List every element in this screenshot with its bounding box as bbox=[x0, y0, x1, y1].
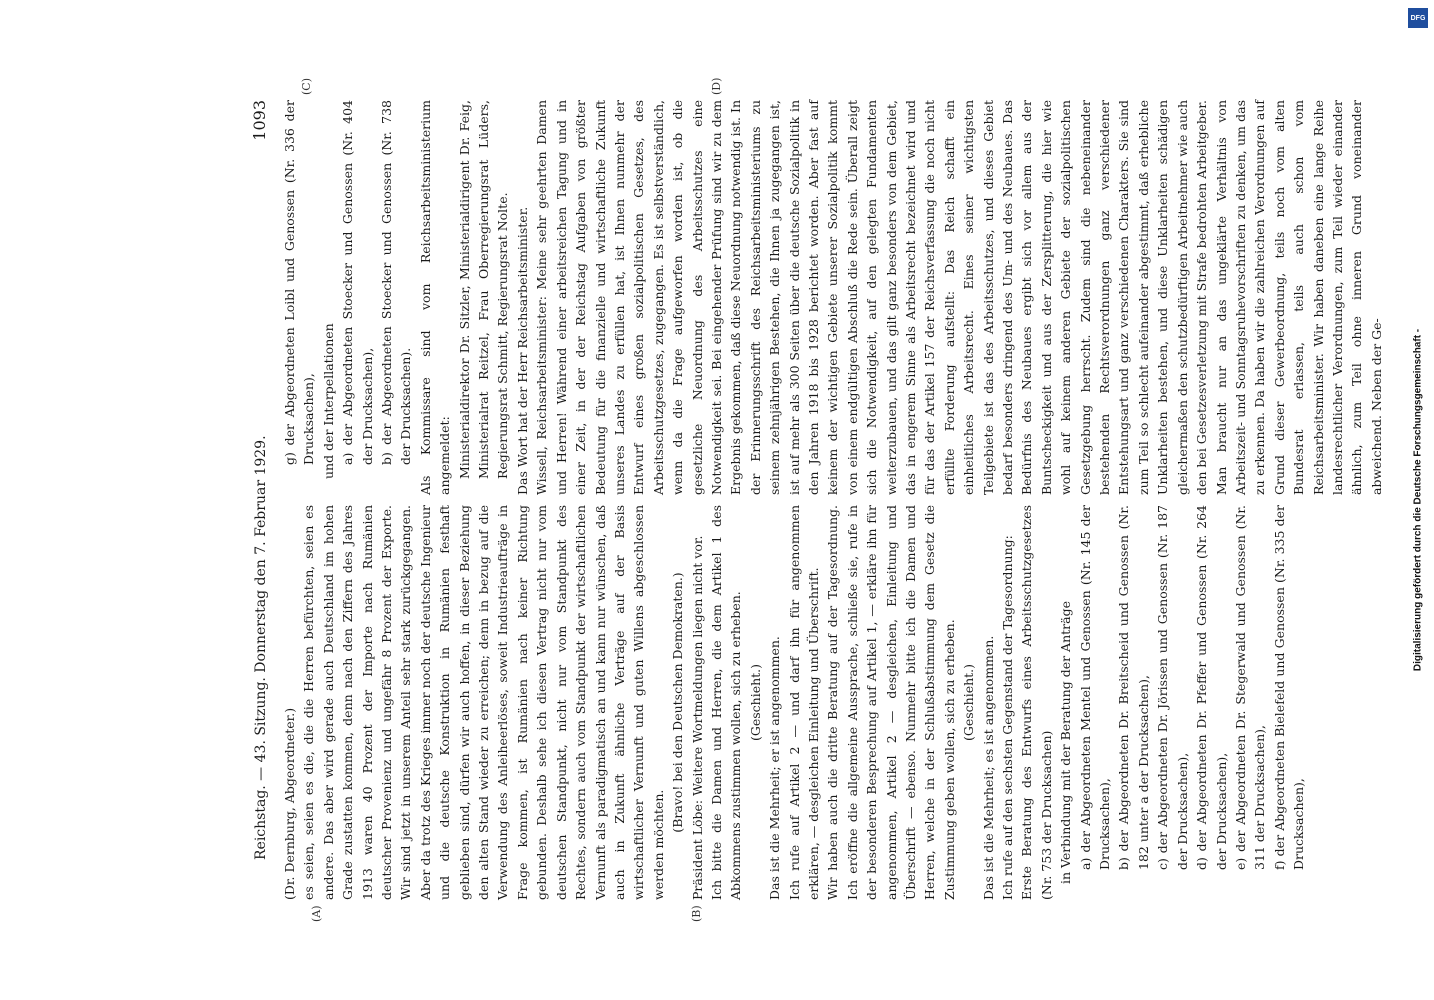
text-paragraph: f) der Abgeordneten Bielefeld und Genossen (Nr. 335 der Drucksachen), bbox=[1271, 505, 1307, 870]
digitization-notice: Digitalisierung gefördert durch die Deutsche Forschungsgemeinschaft - bbox=[1412, 328, 1424, 672]
rotated-page bbox=[100, 0, 1384, 1000]
text-paragraph: Wissell, Reichsarbeitsminister: Meine sehr geehrten Damen und Herren! Während einer arbeitsreichen Tagung und in einer Zeit, in der der Reichstag Aufgaben von größter Bedeutung für die finanzielle und wirtschaftliche Zukunft unseres Landes zu erfüllen hat, ist Ihnen nunmehr der Entwurf eines großen sozialpolitischen Gesetzes, des Arbeitsschutzgesetzes, zugegangen. Es ist selbstverständlich, wenn da die Frage aufgeworfen worden ist, ob die gesetzliche Neuordnung des Arbeitsschutzes eine Notwendigkeit sei. Bei eingehender Prüfung sind wir zu dem Ergebnis gekommen, daß diese Neuordnung notwendig ist. In der Erinnerungsschrift des Reichsarbeitsministeriums zu seinem zehnjährigen Bestehen, die Ihnen ja zugegangen ist, ist auf mehr als 300 Seiten über die deutsche Sozialpolitik in den Jahren 1918 bis 1928 berichtet worden. Aber fast auf keinem der wichtigen Gebiete unserer Sozialpolitik kommt von einem endgültigen Abschluß die Rede sein. Überall zeigt sich die Notwendigkeit, auf den gelegten Fundamenten weiterzubauen, und das gilt ganz besonders von dem Gebiet, das in engerem Sinne als Arbeitsrecht bezeichnet wird und für das der Artikel 157 der Reichsverfassung die noch nicht erfüllte Forderung aufstellt: Das Reich schafft ein einheitliches Arbeitsrecht. Eines seiner wichtigsten Teilgebiete ist das des Arbeitsschutzes, und dieses Gebiet bedarf besonders dringend des Um- und des Neubaues. Das Bedürfnis des Neubaues ergibt sich vor allem aus der Buntscheckigkeit und aus der Zersplitterung, die hier wie wohl auf keinem anderen Gebiete der sozialpolitischen Gesetzgebung herrscht. Zudem sind die nebeneinander bestehenden Rechtsverordnungen ganz verschiedener Entstehungsart und ganz verschiedenen Charakters. Sie sind zum Teil so schlecht aufeinander abgestimmt, daß erhebliche Unklarheiten bestehen, und diese Unklarheiten schädigen gleichermaßen den schutzbedürftigen Arbeitnehmer wie auch den bei Gesetzesverletzung mit Strafe bedrohten Arbeitgeber. Man braucht nur an das ungeklärte Verhältnis von Arbeitszeit- und Sonntagsruhevorschriften zu denken, um das zu erkennen. Da haben wir die zahlreichen Verordnungen auf Grund dieser Gewerbeordnung, teils noch vom alten Bundesrat erlassen, teils auch schon vom Reichsarbeitsminister. Wir haben daneben eine lange Reihe landesrechtlicher Verordnungen, zum Teil wieder einander ähnlich, zum Teil ohne inneren Grund voneinander abweichend. Neben der Ge- bbox=[534, 100, 1384, 495]
text-paragraph: Als Kommissare sind vom Reichsarbeitsministerium angemeldet: bbox=[417, 100, 453, 495]
text-paragraph: (Geschieht.) bbox=[961, 663, 977, 742]
margin-marker-a: (A) bbox=[310, 905, 323, 922]
text-paragraph: a) der Abgeordneten Mentel und Genossen (Nr. 145 der Drucksachen), bbox=[1077, 505, 1113, 870]
text-paragraph: Das ist die Mehrheit; es ist angenommen. bbox=[980, 635, 996, 900]
text-paragraph: in Verbindung mit der Beratung der Anträge bbox=[1058, 601, 1074, 884]
text-paragraph: Ich rufe auf Artikel 2 — und darf ihn für angenommen erklären, — desgleichen Einleitung und Überschrift. bbox=[786, 505, 821, 900]
text-paragraph: Präsident Löbe: Weitere Wortmeldungen liegen nicht vor. bbox=[689, 535, 705, 900]
text-paragraph: Das ist die Mehrheit; er ist angenommen. bbox=[767, 636, 783, 900]
text-paragraph: b) der Abgeordneten Stoecker und Genossen (Nr. 738 der Drucksachen). bbox=[379, 100, 414, 465]
page-number: 1093 bbox=[250, 100, 269, 141]
digitization-sidebar bbox=[1405, 8, 1431, 992]
margin-marker-d: (D) bbox=[710, 77, 723, 95]
text-paragraph: es seien, seien es die, die die Herren befürchten, seien es andere. Das aber wird gerade auch Deutschland im hohen Grade zustatten kommen, denn nach den Ziffern des Jahres 1913 waren 40 Prozent der Importe nach Rumänien deutscher Provenienz und ungefähr 8 Prozent der Exporte. Wir sind jetzt in unserem Anteil sehr stark zurückgegangen. Aber da trotz des Krieges immer noch der deutsche Ingenieur und die deutsche Konstruktion in Rumänien festhaft geblieben sind, dürfen wir auch hoffen, in dieser Beziehung den alten Stand wieder zu erreichen; denn in bezug auf die Verwendung des Anleiheerlöses, soweit Industrieaufträge in Frage kommen, ist Rumänien nach keiner Richtung gebunden. Deshalb sehe ich diesen Vertrag nicht nur vom deutschen Standpunkt, nicht nur vom Standpunkt des Rechtes, sondern auch vom Standpunkt der wirtschaftlichen Vernunft als paradigmatisch an und kann nur wünschen, daß auch in Zukunft ähnliche Verträge auf der Basis wirtschaftlicher Vernunft und guten Willens abgeschlossen werden möchten. bbox=[301, 505, 666, 900]
text-paragraph: (Geschieht.) bbox=[747, 663, 763, 742]
text-paragraph: Erste Beratung des Entwurfs eines Arbeitsschutzgesetzes (Nr. 753 der Drucksachen) bbox=[1019, 505, 1054, 900]
running-head: Reichstag. — 43. Sitzung. Donnerstag den 7. Februar 1929. bbox=[253, 435, 269, 860]
text-paragraph: (Bravo! bei den Deutschen Demokraten.) bbox=[670, 572, 686, 833]
margin-marker-b: (B) bbox=[690, 905, 703, 922]
text-paragraph: g) der Abgeordneten Loibl und Genossen (Nr. 336 der Drucksachen), bbox=[282, 100, 317, 465]
text-paragraph: b) der Abgeordneten Dr. Breitscheid und Genossen (Nr. 182 unter a der Drucksachen), bbox=[1116, 505, 1151, 870]
text-paragraph: d) der Abgeordneten Dr. Pfeffer und Genossen (Nr. 264 der Drucksachen), bbox=[1194, 505, 1229, 870]
text-paragraph: und der Interpellationen bbox=[320, 323, 336, 479]
text-paragraph: Ich rufe auf den sechsten Gegenstand der Tagesordnung: bbox=[1000, 535, 1016, 900]
text-paragraph: a) der Abgeordneten Stoecker und Genossen (Nr. 404 der Drucksachen), bbox=[340, 100, 375, 465]
margin-marker-c: (C) bbox=[300, 78, 313, 95]
text-paragraph: c) der Abgeordneten Dr. Jörissen und Genossen (Nr. 187 der Drucksachen), bbox=[1155, 505, 1190, 870]
text-paragraph: Ich bitte die Damen und Herren, die dem Artikel 1 des Abkommens zustimmen wollen, sich zu erheben. bbox=[708, 505, 744, 900]
page-header bbox=[250, 100, 269, 860]
text-paragraph: e) der Abgeordneten Dr. Stegerwald und Genossen (Nr. 311 der Drucksachen), bbox=[1232, 505, 1268, 870]
text-paragraph: Das Wort hat der Herr Reichsarbeitsminister. bbox=[514, 206, 530, 495]
dfg-logo: DFG bbox=[1408, 8, 1428, 28]
right-column bbox=[280, 100, 1384, 495]
text-paragraph: (Dr. Dernburg, Abgeordneter.) bbox=[282, 707, 297, 900]
left-column bbox=[280, 505, 1307, 900]
text-paragraph: Ministerialdirektor Dr. Sitzler, Ministerialdirigent Dr. Feig, Ministerialrat Reitzel, Frau Oberregierungsrat Lüders, Regierungsrat Schmitt, Regierungsrat Nolte. bbox=[456, 100, 511, 479]
text-paragraph: Wir haben auch die dritte Beratung auf der Tagesordnung. Ich eröffne die allgemeine Aussprache, schließe sie, rufe in der besonderen Besprechung auf Artikel 1, — erkläre ihn für angenommen, Artikel 2 — desgleichen, Einleitung und Überschrift — ebenso. Nunmehr bitte ich die Damen und Herren, welche in der Schlußabstimmung dem Gesetz die Zustimmung geben wollen, sich zu erheben. bbox=[825, 505, 957, 900]
